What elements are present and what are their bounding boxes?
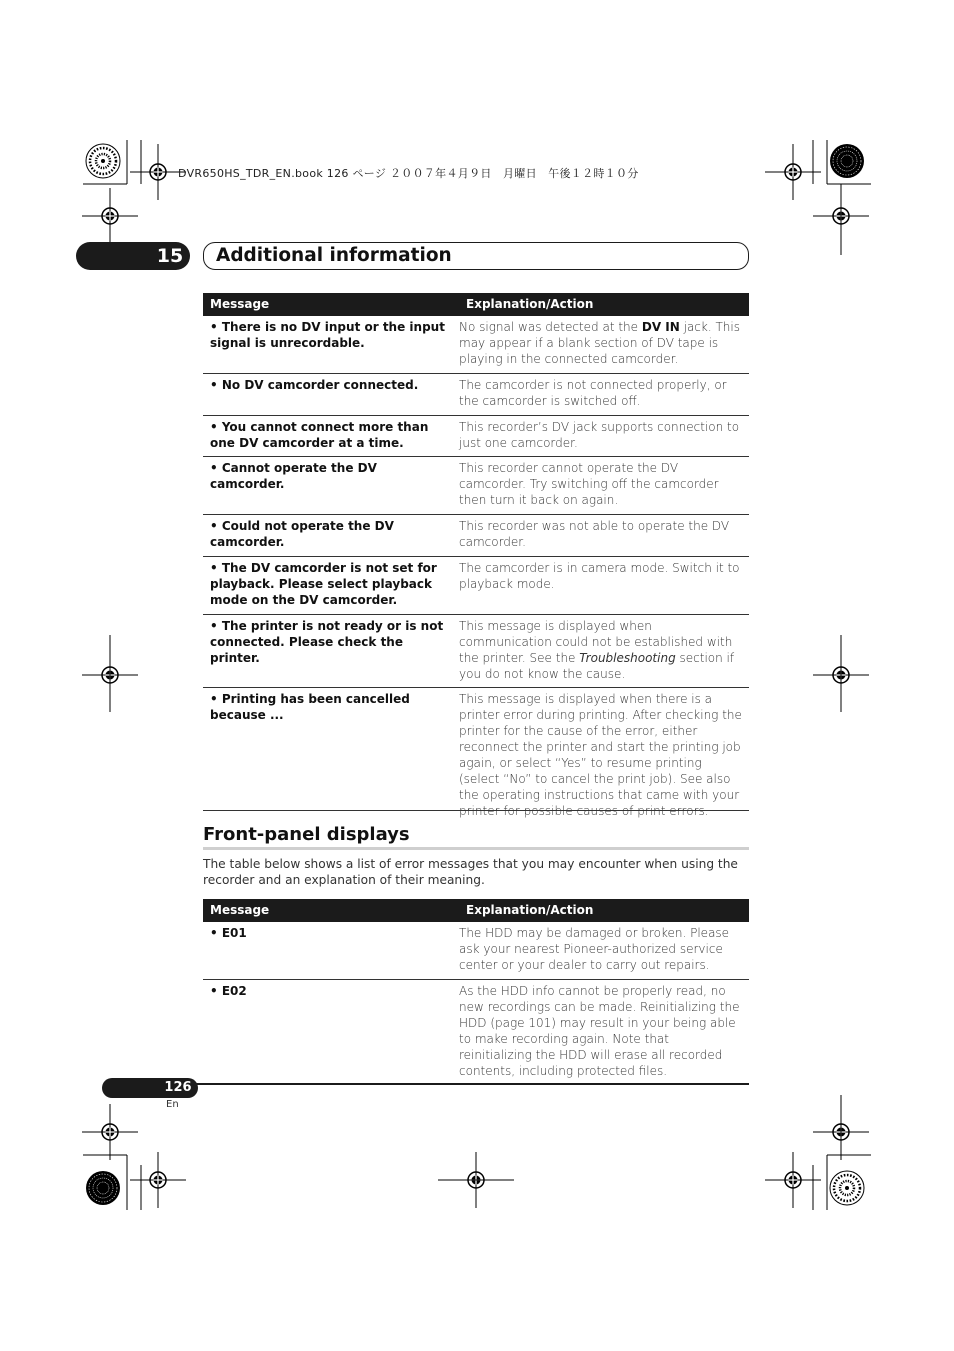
table-header [203, 899, 749, 922]
row-explanation: The camcorder is not connected properly, or the camcorder is switched off. [459, 378, 727, 408]
table-row [203, 980, 749, 1080]
chapter-number: 15 [156, 245, 184, 267]
jack-name: DV IN [641, 320, 680, 334]
row-explanation: This recorder was not able to operate the DV camcorder. [459, 519, 730, 549]
row-message: • You cannot connect more than one DV camcorder at a time. [210, 420, 429, 450]
section-title: Front-panel displays [203, 822, 749, 850]
row-message: • There is no DV input or the input signal is unrecordable. [210, 320, 445, 350]
file-header: DVR650HS_TDR_EN.book 126 ページ ２００７年４月９日 月曜日 午後１２時１０分 [178, 167, 639, 180]
row-explanation: This recorder’s DV jack supports connection to just one camcorder. [459, 420, 740, 450]
row-message: • E02 [210, 984, 247, 998]
registration-wheel-icon [830, 144, 864, 178]
row-explanation: This message is displayed when communication could not be established with the printer. See the Troubleshooting section if you do not know the cause. [459, 619, 735, 681]
row-explanation: This recorder cannot operate the DV camcorder. Try switching off the camcorder then turn it back on again. [459, 461, 719, 507]
chapter-title: Additional information [216, 245, 452, 266]
page-language: En [166, 1099, 179, 1110]
table-row [203, 457, 749, 515]
registration-wheel-icon [86, 144, 120, 178]
crosshair-icon [82, 188, 138, 244]
header-message: Message [210, 903, 270, 917]
row-message: • Could not operate the DV camcorder. [210, 519, 394, 549]
registration-wheel-icon [830, 1171, 864, 1205]
row-explanation: The camcorder is in camera mode. Switch it to playback mode. [459, 561, 740, 591]
row-message: • No DV camcorder connected. [210, 378, 419, 392]
registration-wheel-icon [86, 1171, 120, 1205]
error-code-table [203, 899, 749, 1080]
section-reference: Troubleshooting [579, 651, 676, 665]
row-message: • Cannot operate the DV camcorder. [210, 461, 377, 491]
row-message: • E01 [210, 926, 247, 940]
header-explanation: Explanation/Action [466, 903, 594, 917]
table-row [203, 615, 749, 688]
page-number: 126 [164, 1080, 192, 1095]
row-explanation: No signal was detected at the DV IN jack. This may appear if a blank section of DV tape is playing in the connected camcorder. [459, 320, 740, 366]
section-intro: The table below shows a list of error messages that you may encounter when using the recorder and an explanation of their meaning. [203, 857, 738, 887]
table-row [203, 688, 749, 818]
row-message: • The DV camcorder is not set for playback. Please select playback mode on the DV camcorder. [210, 561, 437, 607]
table-row [203, 922, 749, 980]
table-header [203, 293, 749, 316]
row-explanation: As the HDD info cannot be properly read, no new recordings can be made. Reinitializing the HDD (page 101) may result in your being able to make recording again. Note that reinitializing the HDD will erase all recorded contents, including protected files. [459, 984, 740, 1078]
crosshair-icon [82, 1104, 138, 1160]
row-explanation: This message is displayed when there is a printer error during printing. After checking the printer for the cause of the error, either reconnect the printer and start the printing job again, or select “Yes” to resume printing (select “No” to cancel the print job). See also the operating instructions that came with your printer for possible causes of print errors. [459, 692, 742, 818]
table-row [203, 316, 749, 374]
row-explanation: The HDD may be damaged or broken. Please ask your nearest Pioneer-authorized service center or your dealer to carry out repairs. [459, 926, 730, 972]
table-row [203, 515, 749, 557]
message-table [203, 293, 749, 818]
table-row [203, 416, 749, 457]
table-row [203, 374, 749, 416]
row-message: • Printing has been cancelled because ... [210, 692, 410, 722]
header-explanation: Explanation/Action [466, 297, 594, 311]
row-message: • The printer is not ready or is not connected. Please check the printer. [210, 619, 444, 665]
table-row [203, 557, 749, 615]
crosshair-icon [130, 1152, 186, 1208]
header-message: Message [210, 297, 270, 311]
footer-rule [190, 1083, 749, 1085]
